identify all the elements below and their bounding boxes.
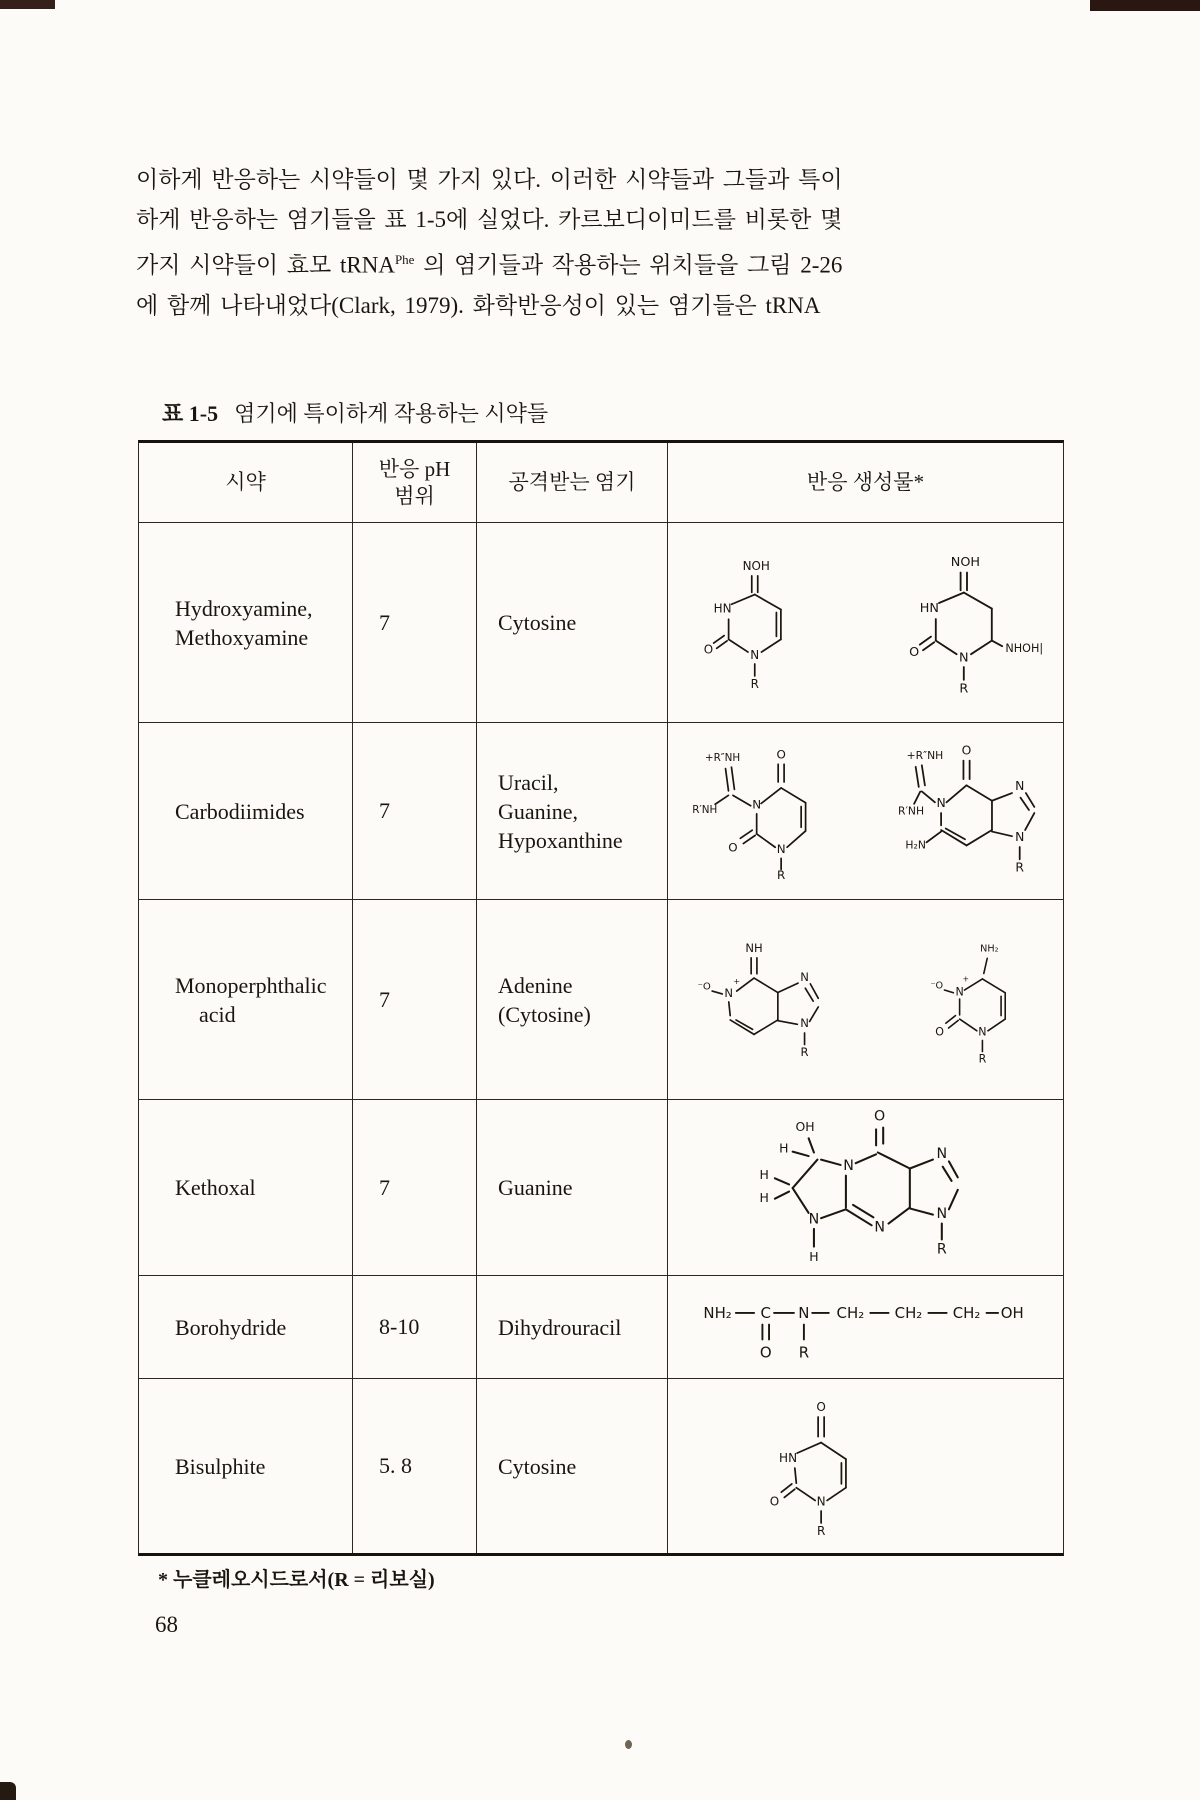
atom-label: R: [798, 1343, 810, 1362]
atom-label: R: [936, 1241, 947, 1258]
atom-label: ⁻O: [697, 981, 711, 993]
charge-label: +: [962, 974, 970, 984]
atom-label: R: [816, 1523, 825, 1538]
structure-adenine-n-oxide: [684, 929, 832, 1070]
atom-label: N: [955, 985, 964, 999]
paragraph-line: [136, 240, 926, 286]
atom-label: N: [798, 1303, 810, 1322]
reagent-cell: [139, 723, 353, 900]
atom-label: N: [936, 795, 946, 810]
base-cell: [477, 723, 668, 900]
atom-label: O: [728, 840, 738, 855]
paragraph-line3-pre: 가지 시약들이 효모 tRNA: [136, 252, 395, 278]
atom-label: NH₂: [703, 1303, 732, 1322]
structure-carbodiimide-uracil-adduct: [684, 739, 836, 884]
bonds: [714, 575, 781, 675]
reagent-cell: [139, 523, 353, 723]
product-cell: [668, 1379, 1063, 1553]
header-ph-range: [353, 443, 477, 523]
table-footnote: * 누클레오시드로서(R = 리보실): [158, 1569, 435, 1591]
header-reagent: [139, 443, 353, 523]
atom-label: OH: [1000, 1303, 1024, 1322]
reagent-name: Carbodiimides: [175, 798, 305, 824]
atom-label: R′NH: [898, 804, 925, 818]
atom-label: N: [800, 1016, 809, 1031]
header-reagent-label: 시약: [225, 470, 266, 494]
ph-cell: [353, 723, 477, 900]
ph-cell: [353, 1100, 477, 1276]
reagent-name: Bisulphite: [175, 1453, 266, 1479]
structure-uracil: [758, 1393, 882, 1540]
ph-cell: [353, 1379, 477, 1553]
page-number: 68: [155, 1612, 178, 1637]
base-cell: [477, 523, 668, 723]
reagent-table: [138, 440, 1064, 1556]
atom-label: R: [800, 1045, 809, 1060]
base-name: Cytosine: [498, 1453, 577, 1479]
ph-value: 7: [379, 798, 390, 823]
bonds: [944, 958, 1005, 1051]
reagent-name: Methoxyamine: [175, 624, 309, 650]
atom-label: R′NH: [692, 803, 718, 816]
atom-label: O: [909, 644, 920, 660]
ph-value: 7: [379, 986, 390, 1012]
atom-label: NH: [745, 941, 763, 956]
atom-label: CH₂: [836, 1303, 865, 1322]
atom-label: N: [936, 1206, 948, 1223]
atom-label: N: [724, 985, 734, 1000]
ph-value: 7: [379, 1174, 390, 1200]
charge-label: +: [733, 976, 741, 986]
atom-label: O: [961, 743, 972, 758]
base-name: Dihydrouracil: [498, 1314, 622, 1340]
atom-label: O: [759, 1343, 772, 1362]
atom-label: R: [959, 681, 969, 697]
table-title-label: 표 1-5: [162, 401, 219, 426]
scan-artifact-bottom-left: [0, 1782, 16, 1800]
base-name: Cytosine: [498, 610, 577, 635]
structure-ring-opened-dihydrouracil: [696, 1288, 1028, 1367]
header-product: [668, 443, 1063, 523]
base-cell: [477, 900, 668, 1100]
atom-label: O: [935, 1025, 944, 1039]
atom-label: HN: [778, 1450, 797, 1465]
atom-label: O: [769, 1494, 779, 1509]
header-product-label: 반응 생성물*: [806, 470, 925, 494]
bonds: [775, 1128, 958, 1247]
product-cell: [668, 900, 1063, 1100]
atom-label: NOH: [950, 554, 981, 570]
ph-cell: [353, 900, 477, 1100]
atom-label: C: [760, 1303, 771, 1322]
header-attacked-base-label: 공격받는 염기: [508, 470, 636, 494]
paragraph-line: 에 함께 나타내었다(Clark, 1979). 화학반응성이 있는 염기들은 tRNA: [136, 292, 821, 318]
reagent-name: Hydroxyamine,: [175, 595, 313, 621]
product-cell: [668, 523, 1063, 723]
atom-label: H: [759, 1167, 769, 1183]
scan-artifact-top-right: [1090, 0, 1200, 11]
structure-hydroxylamine-adduct: [903, 547, 1043, 699]
atom-label: O: [815, 1399, 826, 1414]
scan-artifact-top-left: [0, 0, 55, 9]
paragraph-line3-post: 의 염기들과 작용하는 위치들을 그림 2-26: [423, 252, 843, 278]
table-title: [162, 397, 548, 428]
atom-label: CH₂: [952, 1303, 981, 1322]
structure-cytosine-n-oxide: [923, 932, 1037, 1067]
ph-value: 8-10: [379, 1314, 420, 1339]
reagent-cell: [139, 1100, 353, 1276]
product-cell: [668, 1100, 1063, 1276]
bonds: [914, 761, 1034, 860]
structure-kethoxal-guanine-adduct: [750, 1101, 972, 1274]
trna-superscript: Phe: [394, 252, 415, 267]
atom-label: N: [959, 649, 969, 665]
bonds: [778, 1417, 846, 1523]
reagent-name: Monoperphthalic: [175, 972, 327, 998]
body-paragraph: [136, 160, 926, 326]
atom-label: HN: [713, 601, 732, 616]
atom-label: NHOH|: [1005, 641, 1043, 655]
base-name: Hypoxanthine: [498, 827, 623, 853]
scan-artifact-dot: [625, 1740, 632, 1749]
atom-label: O: [874, 1108, 886, 1125]
table-title-text: 염기에 특이하게 작용하는 시약들: [234, 401, 549, 426]
atom-label: +R″NH: [906, 748, 944, 762]
atom-label: H₂N: [905, 838, 926, 852]
base-name: Guanine: [498, 1175, 573, 1200]
header-ph-line2: 범위: [394, 483, 435, 508]
atom-label: N: [843, 1158, 854, 1175]
reagent-name: Borohydride: [175, 1314, 287, 1340]
structure-carbodiimide-guanine-adduct: [891, 736, 1049, 886]
atom-label: H: [759, 1190, 769, 1206]
atom-label: R: [750, 676, 759, 691]
ph-cell: [353, 523, 477, 723]
header-ph-line1: 반응 pH: [378, 456, 451, 481]
paragraph-line: 하게 반응하는 염기들을 표 1-5에 실었다. 카르보디이미드를 비롯한 몇: [136, 207, 843, 232]
atom-label: N: [816, 1494, 826, 1509]
atom-label: H: [779, 1140, 789, 1156]
atom-label: NOH: [742, 558, 770, 573]
atom-label: N: [978, 1025, 987, 1039]
atom-label: N: [874, 1219, 885, 1236]
paragraph-line: 이하게 반응하는 시약들이 몇 가지 있다. 이러한 시약들과 그들과 특이: [136, 167, 843, 192]
base-name: Guanine,: [498, 798, 579, 824]
atom-label: R: [777, 867, 786, 882]
base-name: (Cytosine): [498, 1001, 591, 1027]
base-name: Adenine: [498, 972, 573, 998]
reagent-cell: [139, 1276, 353, 1379]
base-name: Uracil,: [498, 769, 559, 795]
atom-label: O: [703, 642, 714, 657]
atom-label: +R″NH: [704, 751, 741, 764]
atom-label: N: [800, 970, 809, 985]
atom-label: R: [978, 1052, 987, 1066]
atom-label: OH: [795, 1119, 815, 1135]
atom-label: ⁻O: [930, 980, 944, 992]
atom-label: R: [1015, 860, 1024, 875]
atom-label: H: [809, 1248, 819, 1264]
base-cell: [477, 1100, 668, 1276]
ph-value: 5. 8: [379, 1453, 412, 1478]
reagent-name: Kethoxal: [175, 1175, 256, 1200]
atom-label: O: [776, 746, 786, 761]
base-cell: [477, 1276, 668, 1379]
atom-label: HN: [919, 600, 940, 616]
ph-value: 7: [379, 609, 390, 635]
reagent-cell: [139, 1379, 353, 1553]
structure-n4-hydroxycytosine: [698, 552, 810, 694]
ph-cell: [353, 1276, 477, 1379]
atom-label: N: [776, 841, 786, 856]
header-attacked-base: [477, 443, 668, 523]
atom-label: N: [808, 1211, 820, 1228]
atom-label: CH₂: [894, 1303, 923, 1322]
atom-label: N: [752, 797, 762, 812]
reagent-name: acid: [199, 1001, 236, 1027]
reagent-cell: [139, 900, 353, 1100]
atom-label: N: [1015, 829, 1025, 844]
atom-label: N: [750, 647, 760, 662]
base-cell: [477, 1379, 668, 1553]
atom-label: N: [936, 1145, 948, 1162]
product-cell: [668, 723, 1063, 900]
atom-label: N: [1015, 778, 1025, 793]
product-cell: [668, 1276, 1063, 1379]
atom-label: NH₂: [980, 943, 999, 955]
